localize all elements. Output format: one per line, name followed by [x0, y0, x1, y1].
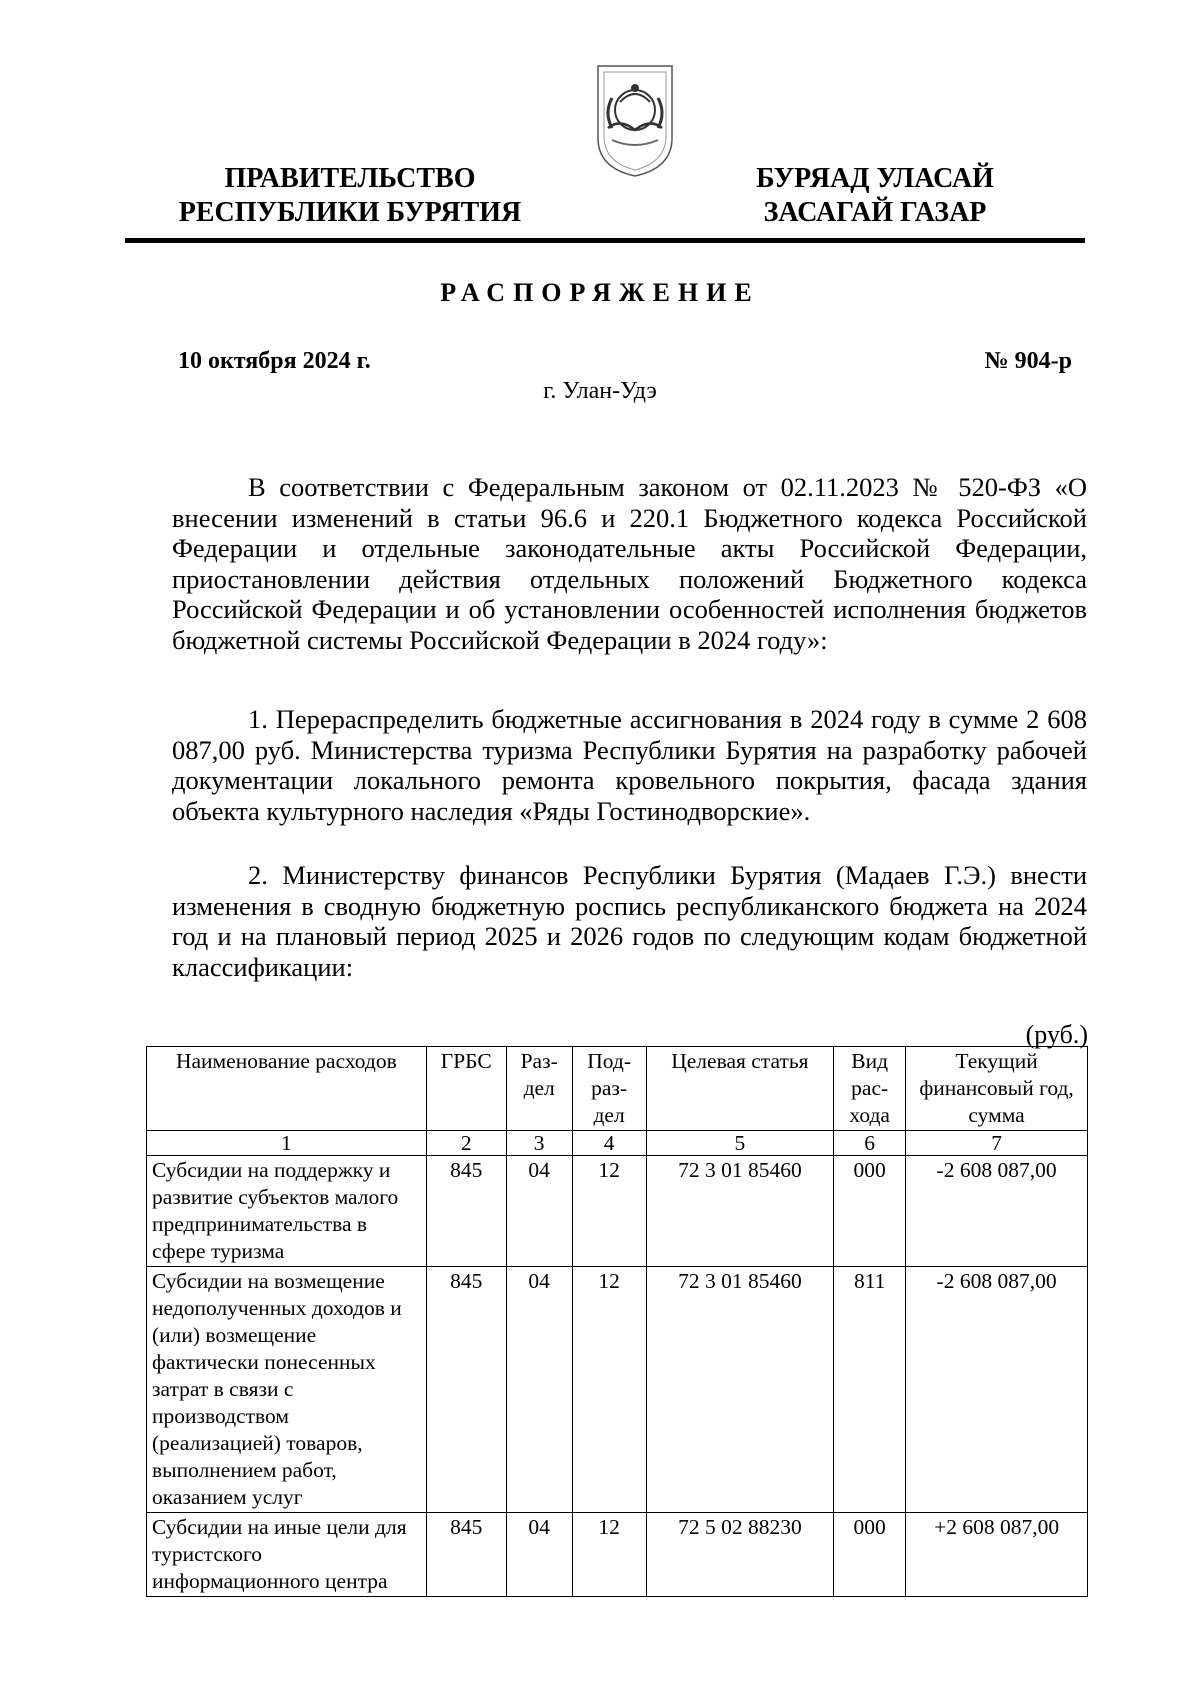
row-amount-cell: -2 608 087,00	[906, 1267, 1088, 1513]
item-1-text: 1. Перераспределить бюджетные ассигнования в 2024 году в сумме 2 608 087,00 руб. Министерства туризма Республики Бурятия на разработку рабочей документации локального ремонта кровельного покрытия, фасада здания объекта культурного наследия «Ряды Гостинодворские».	[172, 704, 1087, 826]
header-cell-section: Раз-дел	[506, 1047, 572, 1131]
row-name-cell: Субсидии на возмещение недополученных доходов и (или) возмещение фактически понесенных затрат в связи с производством (реализацией) товаров, выполнением работ, оказанием услуг	[147, 1267, 427, 1513]
index-cell: 4	[572, 1131, 646, 1156]
header-cell-grbs: ГРБС	[426, 1047, 506, 1131]
row-name-cell: Субсидии на поддержку и развитие субъектов малого предпринимательства в сфере туризма	[147, 1156, 427, 1267]
item-2-paragraph	[172, 860, 1087, 982]
index-cell: 2	[426, 1131, 506, 1156]
row-section-cell: 04	[506, 1267, 572, 1513]
preamble-text: В соответствии с Федеральным законом от 02.11.2023 № 520-ФЗ «О внесении изменений в статьи 96.6 и 220.1 Бюджетного кодекса Российской Федерации и отдельные законодательные акты Российской Федерации, приостановлении действия отдельных положений Бюджетного кодекса Российской Федерации и об установлении особенностей исполнения бюджетов бюджетной системы Российской Федерации в 2024 году»:	[172, 472, 1087, 655]
row-target-article-cell: 72 3 01 85460	[646, 1267, 834, 1513]
document-date: 10 октября 2024 г.	[178, 348, 371, 374]
preamble-paragraph	[172, 472, 1087, 655]
table-row	[147, 1267, 1088, 1513]
index-cell: 3	[506, 1131, 572, 1156]
document-city: г. Улан-Удэ	[543, 378, 657, 404]
item-1-paragraph	[172, 704, 1087, 826]
org-right-line-1: БУРЯАД УЛАСАЙ	[756, 163, 994, 194]
row-subsection-cell: 12	[572, 1267, 646, 1513]
header-divider	[125, 238, 1085, 243]
header-cell-name: Наименование расходов	[147, 1047, 427, 1131]
org-name-buryat	[730, 162, 1020, 230]
coat-of-arms-icon	[590, 58, 680, 178]
header-cell-amount: Текущий финансовый год, сумма	[906, 1047, 1088, 1131]
row-amount-cell: -2 608 087,00	[906, 1156, 1088, 1267]
row-section-cell: 04	[506, 1156, 572, 1267]
document-title: РАСПОРЯЖЕНИЕ	[440, 278, 760, 307]
table-index-row	[147, 1131, 1088, 1156]
row-expense-type-cell: 000	[834, 1513, 906, 1597]
index-cell: 5	[646, 1131, 834, 1156]
item-2-text: 2. Министерству финансов Республики Бурятия (Мадаев Г.Э.) внести изменения в сводную бюджетную роспись республиканского бюджета на 2024 год и на плановый период 2025 и 2026 годов по следующим кодам бюджетной классификации:	[172, 860, 1087, 982]
row-subsection-cell: 12	[572, 1156, 646, 1267]
org-right-line-2: ЗАСАГАЙ ГАЗАР	[763, 197, 987, 228]
org-left-line-2: РЕСПУБЛИКИ БУРЯТИЯ	[178, 197, 522, 228]
budget-table	[146, 1046, 1088, 1597]
index-cell: 6	[834, 1131, 906, 1156]
row-target-article-cell: 72 3 01 85460	[646, 1156, 834, 1267]
table-header-row	[147, 1047, 1088, 1131]
index-cell: 7	[906, 1131, 1088, 1156]
row-expense-type-cell: 811	[834, 1267, 906, 1513]
table-unit-label: (руб.)	[1025, 1020, 1088, 1049]
row-expense-type-cell: 000	[834, 1156, 906, 1267]
row-amount-cell: +2 608 087,00	[906, 1513, 1088, 1597]
header-cell-subsection: Под-раз-дел	[572, 1047, 646, 1131]
document-number: № 904-р	[984, 348, 1072, 374]
row-section-cell: 04	[506, 1513, 572, 1597]
table-row	[147, 1156, 1088, 1267]
row-target-article-cell: 72 5 02 88230	[646, 1513, 834, 1597]
row-grbs-cell: 845	[426, 1156, 506, 1267]
row-name-cell: Субсидии на иные цели для туристского информационного центра	[147, 1513, 427, 1597]
row-grbs-cell: 845	[426, 1513, 506, 1597]
org-name-russian	[160, 162, 540, 230]
row-subsection-cell: 12	[572, 1513, 646, 1597]
index-cell: 1	[147, 1131, 427, 1156]
org-left-line-1: ПРАВИТЕЛЬСТВО	[224, 163, 476, 194]
row-grbs-cell: 845	[426, 1267, 506, 1513]
header-cell-target-article: Целевая статья	[646, 1047, 834, 1131]
table-row	[147, 1513, 1088, 1597]
header-cell-expense-type: Вид рас-хода	[834, 1047, 906, 1131]
